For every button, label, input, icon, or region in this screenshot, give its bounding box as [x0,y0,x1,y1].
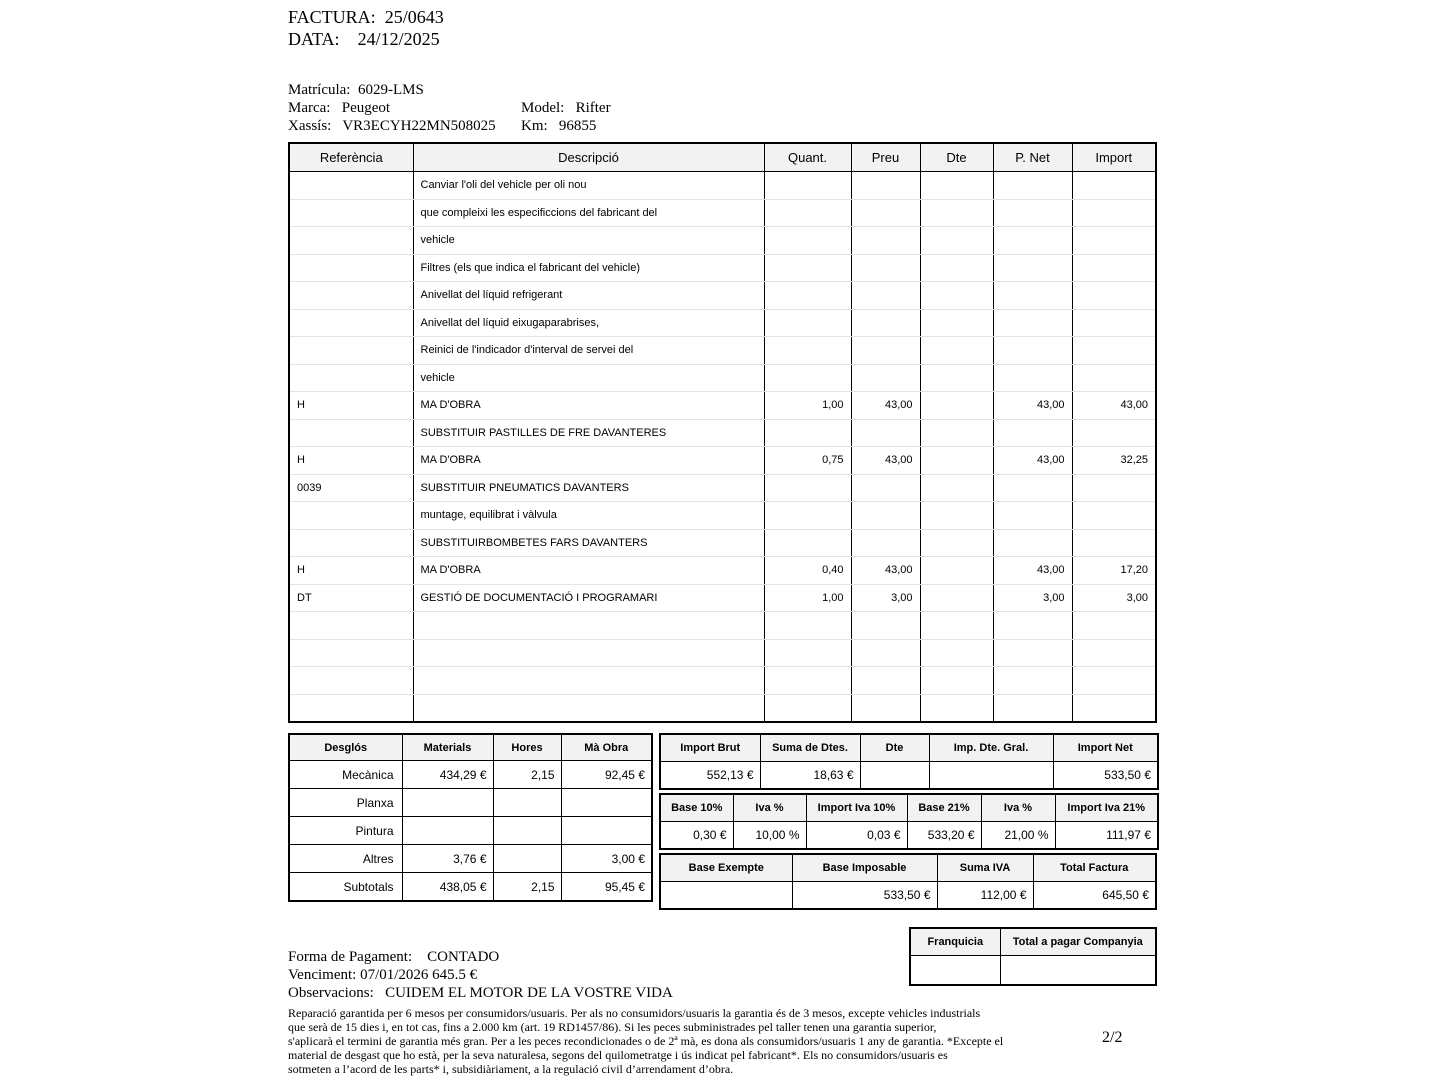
cell-description: MA D'OBRA [413,557,764,585]
page-number: 2/2 [1102,1029,1123,1046]
table-row [289,282,1156,310]
table-row [289,789,652,817]
header-iva-10-pct: Iva % [733,794,806,822]
cell-description [413,694,764,722]
notes-line [288,984,673,1002]
cell-reference: H [289,557,413,585]
cell-net-price: 43,00 [993,392,1072,420]
vehicle-info [288,81,611,135]
invoice-lines-table [288,142,1157,723]
breakdown-materials: 434,29 € [402,761,493,789]
table-row [289,419,1156,447]
cell-quantity [764,172,851,200]
cell-discount [920,694,993,722]
cell-reference [289,529,413,557]
table-row [289,227,1156,255]
header-franquicia: Franquicia [910,928,1000,956]
cell-quantity [764,199,851,227]
header-suma-dtes: Suma de Dtes. [760,734,860,762]
model-value: Rifter [575,100,611,116]
cell-quantity: 0,75 [764,447,851,475]
header-total-factura: Total Factura [1033,854,1156,882]
breakdown-hours [493,845,561,873]
cell-reference [289,502,413,530]
cell-net-price [993,309,1072,337]
cell-discount [920,364,993,392]
breakdown-label: Subtotals [289,873,402,902]
vat-header-row [660,794,1158,822]
cell-description: SUBSTITUIR PASTILLES DE FRE DAVANTERES [413,419,764,447]
cell-description: Anivellat del líquid refrigerant [413,282,764,310]
value-iva-21-pct: 21,00 % [981,822,1055,850]
table-row [289,584,1156,612]
cell-reference: DT [289,584,413,612]
breakdown-materials: 3,76 € [402,845,493,873]
notes-label: Observacions: [288,985,374,1001]
cell-quantity [764,612,851,640]
brand-label: Marca: [288,100,331,116]
cell-reference [289,227,413,255]
cell-price [851,667,920,695]
cell-net-price [993,364,1072,392]
cell-net-price [993,667,1072,695]
cell-discount [920,584,993,612]
breakdown-label: Mecànica [289,761,402,789]
value-base-exempte [660,882,792,910]
cell-quantity [764,474,851,502]
gross-totals-header-row [660,734,1158,762]
cell-net-price [993,639,1072,667]
breakdown-labour [561,789,652,817]
cell-reference [289,199,413,227]
cell-description: Anivellat del líquid eixugaparabrises, [413,309,764,337]
cell-import: 3,00 [1072,584,1156,612]
payment-method-line [288,948,673,966]
cell-price: 43,00 [851,447,920,475]
breakdown-hours: 2,15 [493,873,561,902]
cell-reference [289,364,413,392]
cell-import: 43,00 [1072,392,1156,420]
breakdown-hours [493,789,561,817]
header-base-21: Base 21% [907,794,981,822]
cell-price [851,254,920,282]
table-row [289,612,1156,640]
table-row [289,254,1156,282]
breakdown-materials [402,817,493,845]
cell-price [851,694,920,722]
value-import-iva-10: 0,03 € [806,822,907,850]
value-suma-iva: 112,00 € [937,882,1033,910]
cell-import [1072,227,1156,255]
breakdown-labour: 95,45 € [561,873,652,902]
cell-discount [920,392,993,420]
cell-net-price [993,419,1072,447]
cell-reference [289,309,413,337]
legal-line: Reparació garantida per 6 mesos per consumidors/usuaris. Per als no consumidors/usuaris la garantia és de 3 mesos, excepte vehicles industrials [288,1006,981,1020]
cell-reference [289,254,413,282]
header-base-10: Base 10% [660,794,733,822]
cell-price [851,502,920,530]
cell-price [851,364,920,392]
gross-totals-table [659,733,1159,790]
cell-discount [920,282,993,310]
cell-net-price: 43,00 [993,447,1072,475]
value-dte [860,762,929,790]
cell-reference [289,282,413,310]
breakdown-hours: 2,15 [493,761,561,789]
header-base-exempte: Base Exempte [660,854,792,882]
value-base-imposable: 533,50 € [792,882,937,910]
cell-reference [289,612,413,640]
cell-net-price [993,337,1072,365]
invoice-date: 24/12/2025 [357,29,440,49]
cell-quantity [764,639,851,667]
cell-import: 17,20 [1072,557,1156,585]
invoice-totals-header-row [660,854,1156,882]
table-row [289,309,1156,337]
cell-net-price [993,254,1072,282]
cell-discount [920,667,993,695]
cell-quantity [764,309,851,337]
cell-description: SUBSTITUIRBOMBETES FARS DAVANTERS [413,529,764,557]
cell-reference [289,667,413,695]
header-import-iva-21: Import Iva 21% [1055,794,1158,822]
cell-import [1072,309,1156,337]
breakdown-materials: 438,05 € [402,873,493,902]
invoice-totals-table [659,853,1157,910]
invoice-number: 25/0643 [384,7,444,27]
cell-description [413,639,764,667]
cell-discount [920,337,993,365]
cell-quantity [764,419,851,447]
value-import-iva-21: 111,97 € [1055,822,1158,850]
table-row [289,529,1156,557]
cell-reference [289,172,413,200]
breakdown-table [288,733,653,902]
cell-description: muntage, equilibrat i vàlvula [413,502,764,530]
cell-quantity [764,282,851,310]
col-header-reference: Referència [289,143,413,172]
invoice-number-line [288,6,444,28]
cell-import [1072,337,1156,365]
cell-description [413,612,764,640]
cell-import [1072,502,1156,530]
col-header-description: Descripció [413,143,764,172]
cell-net-price [993,474,1072,502]
breakdown-header-desglos: Desglós [289,734,402,761]
cell-quantity [764,227,851,255]
cell-price [851,309,920,337]
table-row [289,694,1156,722]
table-row [289,502,1156,530]
cell-description: GESTIÓ DE DOCUMENTACIÓ I PROGRAMARI [413,584,764,612]
cell-import [1072,667,1156,695]
cell-quantity [764,364,851,392]
breakdown-label: Pintura [289,817,402,845]
col-header-net-price: P. Net [993,143,1072,172]
value-imp-dte-gral [929,762,1053,790]
payment-method-label: Forma de Pagament: [288,949,413,965]
value-suma-dtes: 18,63 € [760,762,860,790]
cell-discount [920,447,993,475]
legal-line: s'aplicarà el termini de garantia més gran. Per a les peces recondicionades o de 2ª mà, es dona als consumidors/usuaris 1 any de garantia. *Excepte el [288,1034,1004,1048]
table-row [289,817,652,845]
cell-net-price [993,529,1072,557]
cell-net-price [993,694,1072,722]
cell-discount [920,254,993,282]
vat-value-row [660,822,1158,850]
cell-import [1072,254,1156,282]
breakdown-labour: 3,00 € [561,845,652,873]
cell-quantity [764,337,851,365]
cell-import [1072,364,1156,392]
cell-discount [920,474,993,502]
cell-reference [289,694,413,722]
value-franquicia [910,956,1000,986]
col-header-discount: Dte [920,143,993,172]
header-suma-iva: Suma IVA [937,854,1033,882]
cell-price: 43,00 [851,392,920,420]
header-import-iva-10: Import Iva 10% [806,794,907,822]
notes-value: CUIDEM EL MOTOR DE LA VOSTRE VIDA [385,985,673,1001]
payment-method: CONTADO [427,949,500,965]
cell-discount [920,612,993,640]
cell-import [1072,639,1156,667]
cell-description: que compleixi les especificcions del fabricant del [413,199,764,227]
header-dte: Dte [860,734,929,762]
invoice-header [288,6,444,50]
table-row [289,337,1156,365]
vat-totals-table [659,793,1159,850]
cell-reference [289,419,413,447]
breakdown-label: Planxa [289,789,402,817]
cell-import [1072,172,1156,200]
payment-info [288,948,673,1002]
insurance-value-row [910,956,1156,986]
cell-price [851,612,920,640]
cell-description: Canviar l'oli del vehicle per oli nou [413,172,764,200]
breakdown-hours [493,817,561,845]
table-row [289,172,1156,200]
date-label: DATA: [288,29,340,49]
value-total-companyia [1000,956,1156,986]
cell-description: MA D'OBRA [413,392,764,420]
insurance-header-row [910,928,1156,956]
col-header-quantity: Quant. [764,143,851,172]
cell-description: vehicle [413,364,764,392]
cell-reference [289,337,413,365]
header-base-imposable: Base Imposable [792,854,937,882]
breakdown-body [289,761,652,902]
breakdown-header-materials: Materials [402,734,493,761]
cell-description: MA D'OBRA [413,447,764,475]
cell-discount [920,557,993,585]
cell-price [851,172,920,200]
cell-net-price [993,199,1072,227]
plate-value: 6029-LMS [357,82,424,98]
cell-discount [920,227,993,255]
cell-quantity: 1,00 [764,392,851,420]
header-iva-21-pct: Iva % [981,794,1055,822]
cell-price [851,529,920,557]
table-row [289,667,1156,695]
due-date-line: Venciment: 07/01/2026 645.5 € [288,967,478,983]
cell-quantity [764,529,851,557]
model-group [521,99,611,117]
invoice-date-line [288,28,444,50]
cell-discount [920,529,993,557]
brand-model-row [288,99,611,117]
cell-net-price [993,282,1072,310]
plate-row [288,81,496,99]
model-label: Model: [521,100,565,116]
plate-label: Matrícula: [288,82,351,98]
cell-description [413,667,764,695]
cell-discount [920,199,993,227]
invoice-totals-value-row [660,882,1156,910]
header-import-brut: Import Brut [660,734,760,762]
table-row [289,474,1156,502]
chassis-label: Xassís: [288,118,332,134]
cell-price [851,639,920,667]
table-row [289,639,1156,667]
cell-price [851,227,920,255]
table-row [289,199,1156,227]
cell-discount [920,419,993,447]
cell-price [851,337,920,365]
header-imp-dte-gral: Imp. Dte. Gral. [929,734,1053,762]
cell-description: SUBSTITUIR PNEUMATICS DAVANTERS [413,474,764,502]
lines-body [289,172,1156,723]
header-import-net: Import Net [1053,734,1158,762]
cell-net-price: 43,00 [993,557,1072,585]
cell-net-price [993,612,1072,640]
cell-description: vehicle [413,227,764,255]
col-header-import: Import [1072,143,1156,172]
cell-net-price: 3,00 [993,584,1072,612]
cell-quantity [764,694,851,722]
cell-description: Filtres (els que indica el fabricant del vehicle) [413,254,764,282]
invoice-label: FACTURA: [288,7,376,27]
cell-discount [920,639,993,667]
cell-import [1072,612,1156,640]
insurance-table [909,927,1157,986]
legal-line: sotmeten a l’acord de les parts* i, subsidiàriament, a la regulació civil d’arrendament d’obra. [288,1062,734,1076]
cell-price [851,199,920,227]
cell-quantity [764,254,851,282]
breakdown-labour [561,817,652,845]
legal-line: material de desgast que ho està, per la seva naturalesa, segons del quilometratge i ús indicat pel fabricant*. Els no consumidors/usuaris es [288,1048,948,1062]
table-row [289,447,1156,475]
cell-reference [289,639,413,667]
cell-price: 43,00 [851,557,920,585]
lines-header-row [289,143,1156,172]
warranty-legal-text [288,1006,1078,1076]
cell-reference: H [289,447,413,475]
cell-net-price [993,172,1072,200]
chassis-km-row [288,117,597,135]
cell-discount [920,502,993,530]
table-row [289,873,652,902]
cell-quantity [764,667,851,695]
cell-import [1072,199,1156,227]
cell-quantity: 1,00 [764,584,851,612]
breakdown-header-hours: Hores [493,734,561,761]
km-label: Km: [521,118,548,134]
cell-import [1072,529,1156,557]
breakdown-materials [402,789,493,817]
cell-price [851,282,920,310]
cell-import [1072,474,1156,502]
value-base-21: 533,20 € [907,822,981,850]
gross-totals-value-row [660,762,1158,790]
brand-value: Peugeot [341,100,391,116]
cell-reference: 0039 [289,474,413,502]
cell-price [851,419,920,447]
header-total-companyia: Total a pagar Companyia [1000,928,1156,956]
col-header-price: Preu [851,143,920,172]
cell-import [1072,282,1156,310]
cell-discount [920,172,993,200]
value-total-factura: 645,50 € [1033,882,1156,910]
cell-net-price [993,227,1072,255]
table-row [289,364,1156,392]
breakdown-header-labour: Mà Obra [561,734,652,761]
cell-quantity [764,502,851,530]
cell-reference: H [289,392,413,420]
legal-line: que serà de 15 dies i, en tot cas, fins a 2.000 km (art. 19 RD1457/86). Si les peces subministrades pel taller tenen una garantia superior, [288,1020,937,1034]
cell-import [1072,419,1156,447]
km-group [521,117,596,135]
value-import-brut: 552,13 € [660,762,760,790]
chassis-value: VR3ECYH22MN508025 [342,118,496,134]
value-import-net: 533,50 € [1053,762,1158,790]
cell-import: 32,25 [1072,447,1156,475]
cell-price [851,474,920,502]
breakdown-label: Altres [289,845,402,873]
table-row [289,392,1156,420]
km-value: 96855 [558,118,597,134]
cell-net-price [993,502,1072,530]
table-row [289,761,652,789]
value-iva-10-pct: 10,00 % [733,822,806,850]
cell-discount [920,309,993,337]
cell-price: 3,00 [851,584,920,612]
value-base-10: 0,30 € [660,822,733,850]
cell-description: Reinici de l'indicador d'interval de servei del [413,337,764,365]
cell-quantity: 0,40 [764,557,851,585]
table-row [289,845,652,873]
breakdown-labour: 92,45 € [561,761,652,789]
cell-import [1072,694,1156,722]
table-row [289,557,1156,585]
breakdown-header-row [289,734,652,761]
